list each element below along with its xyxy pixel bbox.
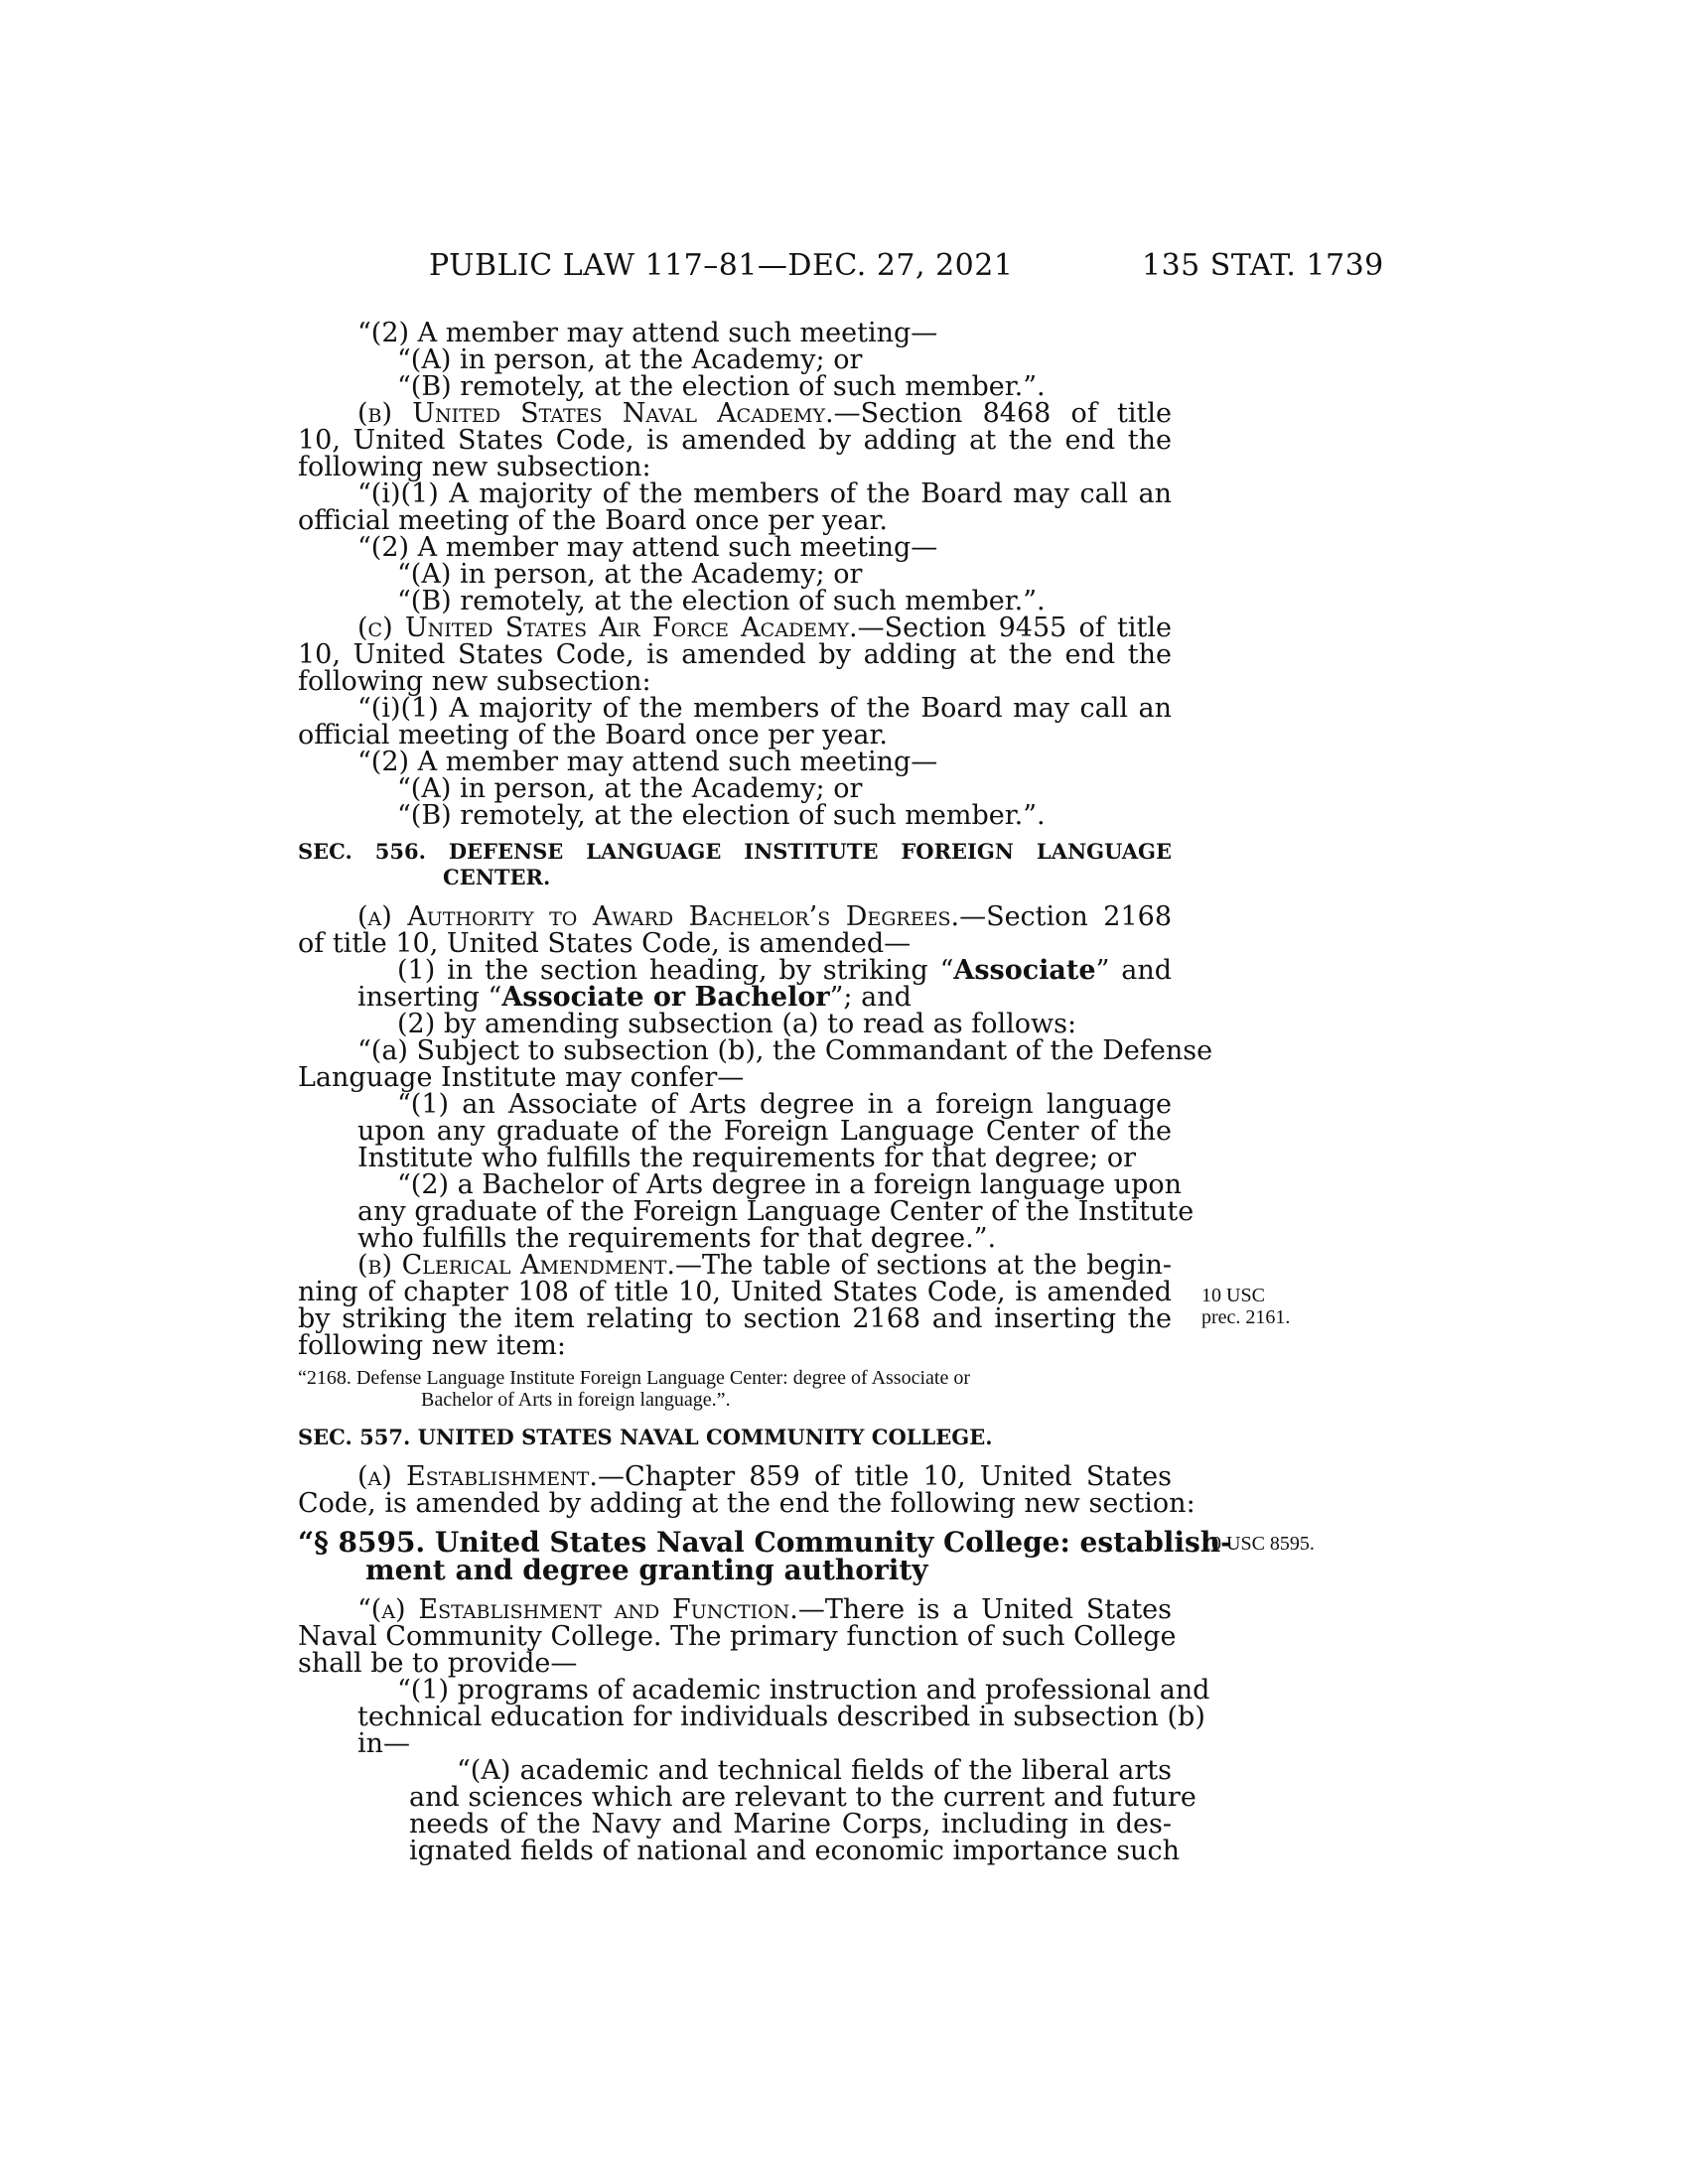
text-line: “(1) an Associate of Arts degree in a foreign language: [397, 1089, 1172, 1120]
text-line: (2) by amending subsection (a) to read as follows:: [397, 1009, 1077, 1039]
text-line: “(B) remotely, at the election of such member.”.: [397, 371, 1046, 402]
text-span: ”; and: [829, 982, 912, 1013]
text-line: and sciences which are relevant to the current and future: [409, 1782, 1196, 1813]
text-line: [298, 400, 1172, 427]
text-line: “(A) in person, at the Academy; or: [397, 344, 863, 375]
bold-term: Associate or Bachelor: [501, 982, 830, 1013]
text-line: 10, United States Code, is amended by adding at the end the: [298, 639, 1172, 670]
margin-note-usc-8595: 10 USC 8595.: [1201, 1533, 1315, 1555]
text-line: by striking the item relating to section 2168 and inserting the: [298, 1303, 1172, 1334]
text-line: needs of the Navy and Marine Corps, including in des-: [409, 1809, 1172, 1840]
text-line: “(B) remotely, at the election of such member.”.: [397, 800, 1046, 831]
text-line: “(2) A member may attend such meeting—: [357, 532, 938, 563]
text-line: Institute who fulfills the requirements for that degree; or: [357, 1143, 1137, 1173]
document-body: [298, 318, 1232, 1866]
text-line: “(2) A member may attend such meeting—: [357, 318, 938, 348]
section-heading-557: [298, 1425, 1172, 1450]
running-header-left: PUBLIC LAW 117–81—DEC. 27, 2021: [429, 248, 1014, 283]
text-span: inserting “: [357, 982, 502, 1013]
text-line: “(A) in person, at the Academy; or: [397, 559, 863, 590]
text-line: 10, United States Code, is amended by adding at the end the: [298, 425, 1172, 456]
text-span: —The table of sections at the begin-: [675, 1250, 1172, 1281]
text-span: (1) in the section heading, by striking “: [397, 955, 954, 986]
text-line: Naval Community College. The primary function of such College: [298, 1621, 1177, 1652]
text-line: ignated fields of national and economic importance such: [409, 1836, 1180, 1866]
text-line: Language Institute may confer—: [298, 1062, 745, 1093]
subsection-heading: (b) Clerical Amendment.: [357, 1250, 675, 1281]
text-line: official meeting of the Board once per year.: [298, 505, 888, 536]
page-number: 135 STAT. 1739: [1142, 248, 1384, 283]
text-line: “(i)(1) A majority of the members of the Board may call an: [357, 693, 1172, 724]
text-line: technical education for individuals described in subsection (b): [357, 1702, 1205, 1732]
table-item-line: Bachelor of Arts in foreign language.”.: [421, 1389, 731, 1411]
text-span: —Chapter 859 of title 10, United States: [597, 1461, 1173, 1492]
subsection-heading: (c) United States Air Force Academy.: [357, 613, 858, 643]
text-line: following new item:: [298, 1330, 566, 1361]
text-line: following new subsection:: [298, 666, 651, 697]
text-line: “(i)(1) A majority of the members of the Board may call an: [357, 478, 1172, 509]
text-line: shall be to provide—: [298, 1648, 578, 1679]
text-line: “(2) a Bachelor of Arts degree in a foreign language upon: [397, 1169, 1183, 1200]
text-line: [298, 614, 1172, 641]
text-line: in—: [357, 1728, 411, 1759]
section-heading-line: SEC. 557. UNITED STATES NAVAL COMMUNITY COLLEGE.: [298, 1425, 993, 1449]
subsection-heading: “(a) Establishment and Function.: [357, 1594, 798, 1625]
margin-note-line: prec. 2161.: [1201, 1306, 1291, 1328]
text-line: [298, 1252, 1172, 1279]
text-line: “(a) Subject to subsection (b), the Commandant of the Defense: [357, 1035, 1213, 1066]
text-span: —Section 9455 of title: [857, 613, 1172, 643]
text-line: of title 10, United States Code, is amended—: [298, 928, 912, 959]
text-line: [298, 1463, 1172, 1490]
text-line: [298, 903, 1172, 930]
subsection-heading: (a) Establishment.: [357, 1461, 598, 1492]
subsection-heading: (a) Authority to Award Bachelor’s Degrees.: [357, 901, 960, 932]
section-heading-line: CENTER.: [443, 865, 551, 889]
margin-note-line: 10 USC: [1201, 1285, 1265, 1306]
text-line: “(1) programs of academic instruction and professional and: [397, 1675, 1210, 1706]
text-line: who fulfills the requirements for that degree.”.: [357, 1223, 997, 1254]
text-span: —Section 2168: [959, 901, 1172, 932]
text-line: following new subsection:: [298, 452, 651, 482]
text-span: —There is a United States: [797, 1594, 1173, 1625]
text-line: any graduate of the Foreign Language Center of the Institute: [357, 1196, 1195, 1227]
text-line: “(A) academic and technical fields of the liberal arts: [457, 1755, 1172, 1786]
subsection-heading: (b) United States Naval Academy.: [357, 398, 834, 429]
section-heading-556: [298, 839, 1172, 890]
text-line: “(A) in person, at the Academy; or: [397, 773, 863, 804]
text-line: Code, is amended by adding at the end the following new section:: [298, 1488, 1196, 1519]
text-span: —Section 8468 of title: [833, 398, 1172, 429]
margin-note-usc-prec-2161: [1201, 1285, 1290, 1328]
text-line: [298, 984, 1172, 1011]
text-line: “(2) A member may attend such meeting—: [357, 747, 938, 777]
section-heading-line: SEC. 556. DEFENSE LANGUAGE INSTITUTE FOREIGN LANGUAGE: [298, 839, 1172, 864]
text-line: “(B) remotely, at the election of such member.”.: [397, 586, 1046, 616]
section-8595-heading-cont: ment and degree granting authority: [365, 1554, 928, 1586]
text-line: ning of chapter 108 of title 10, United States Code, is amended: [298, 1277, 1172, 1307]
text-line: [298, 1596, 1172, 1623]
text-line: official meeting of the Board once per year.: [298, 720, 888, 751]
text-line: [298, 957, 1172, 984]
text-line: upon any graduate of the Foreign Language Center of the: [357, 1116, 1172, 1147]
table-item-line: “2168. Defense Language Institute Foreign Language Center: degree of Associate or: [298, 1367, 970, 1389]
bold-term: Associate: [953, 955, 1096, 986]
section-8595-heading: “§ 8595. United States Naval Community College: establish-: [298, 1526, 1232, 1559]
text-span: ” and: [1095, 955, 1172, 986]
